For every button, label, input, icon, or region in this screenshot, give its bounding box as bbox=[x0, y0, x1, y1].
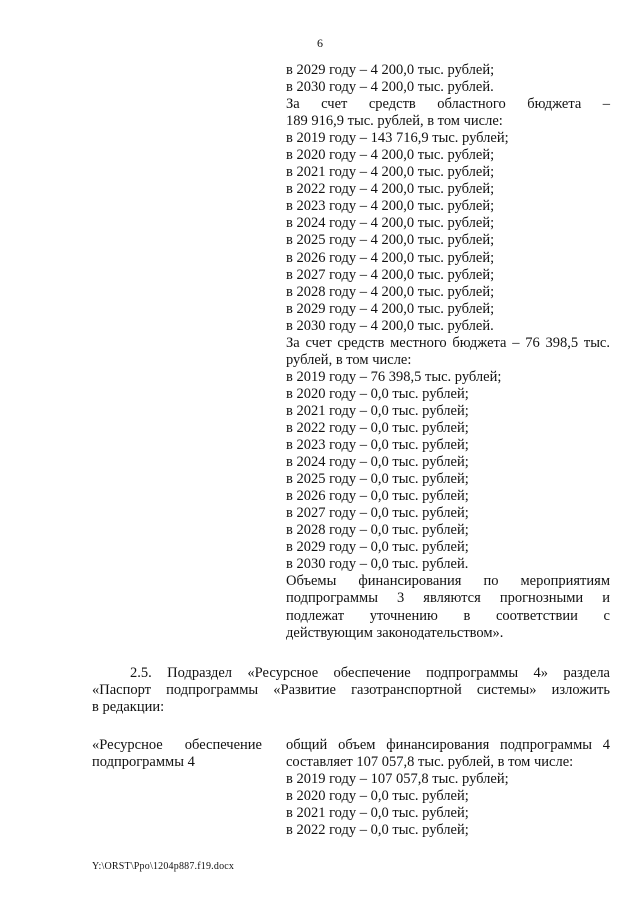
local-line-2027: в 2027 году – 0,0 тыс. рублей; bbox=[286, 505, 469, 522]
regional-budget-total: 189 916,9 тыс. рублей, в том числе: bbox=[286, 113, 503, 130]
regional-line-2022: в 2022 году – 4 200,0 тыс. рублей; bbox=[286, 181, 495, 198]
regional-line-2021: в 2021 году – 4 200,0 тыс. рублей; bbox=[286, 164, 495, 181]
local-line-2028: в 2028 году – 0,0 тыс. рублей; bbox=[286, 522, 469, 539]
regional-line-2020: в 2020 году – 4 200,0 тыс. рублей; bbox=[286, 147, 495, 164]
note-line-1: Объемы финансирования по мероприятиям bbox=[286, 573, 610, 590]
local-budget-heading: За счет средств местного бюджета – 76 398,5 тыс. bbox=[286, 334, 610, 351]
file-path-footer: Y:\ORST\Ppo\1204p887.f19.docx bbox=[92, 861, 235, 872]
regional-line-2024: в 2024 году – 4 200,0 тыс. рублей; bbox=[286, 215, 495, 232]
resource-label-line-1: «Ресурсное обеспечение bbox=[92, 737, 262, 753]
resource-label-line-2: подпрограммы 4 bbox=[92, 754, 195, 771]
resource-line-2022: в 2022 году – 0,0 тыс. рублей; bbox=[286, 822, 469, 839]
local-line-2026: в 2026 году – 0,0 тыс. рублей; bbox=[286, 488, 469, 505]
regional-line-2028: в 2028 году – 4 200,0 тыс. рублей; bbox=[286, 283, 495, 300]
regional-line-2019: в 2019 году – 143 716,9 тыс. рублей; bbox=[286, 130, 509, 147]
section-2-5-line-1: 2.5. Подраздел «Ресурсное обеспечение подпрограммы 4» раздела bbox=[130, 665, 610, 681]
section-2-5-line-2: «Паспорт подпрограммы «Развитие газотранспортной системы» изложить bbox=[92, 682, 610, 699]
note-line-2: подпрограммы 3 являются прогнозными и bbox=[286, 590, 610, 607]
funding-line-2030: в 2030 году – 4 200,0 тыс. рублей. bbox=[286, 79, 494, 96]
regional-line-2030: в 2030 году – 4 200,0 тыс. рублей. bbox=[286, 317, 494, 334]
local-line-2025: в 2025 году – 0,0 тыс. рублей; bbox=[286, 471, 469, 488]
regional-budget-heading: За счет средств областного бюджета – bbox=[286, 96, 610, 113]
local-line-2024: в 2024 году – 0,0 тыс. рублей; bbox=[286, 454, 469, 471]
regional-line-2026: в 2026 году – 4 200,0 тыс. рублей; bbox=[286, 249, 495, 266]
local-line-2021: в 2021 году – 0,0 тыс. рублей; bbox=[286, 402, 469, 419]
resource-table-label-cell bbox=[92, 737, 262, 771]
resource-line-2020: в 2020 году – 0,0 тыс. рублей; bbox=[286, 788, 469, 805]
note-line-3: подлежат уточнению в соответствии с bbox=[286, 607, 610, 624]
section-2-5-paragraph bbox=[92, 665, 610, 717]
section-2-5-line-3: в редакции: bbox=[92, 699, 165, 716]
resource-total-line-2: составляет 107 057,8 тыс. рублей, в том числе: bbox=[286, 754, 574, 771]
resource-table-value-cell bbox=[286, 737, 610, 840]
note-line-4: действующим законодательством». bbox=[286, 624, 504, 641]
regional-line-2027: в 2027 году – 4 200,0 тыс. рублей; bbox=[286, 266, 495, 283]
regional-line-2025: в 2025 году – 4 200,0 тыс. рублей; bbox=[286, 232, 495, 249]
budget-continuation-block bbox=[286, 62, 610, 642]
local-line-2030: в 2030 году – 0,0 тыс. рублей. bbox=[286, 556, 469, 573]
resource-line-2021: в 2021 году – 0,0 тыс. рублей; bbox=[286, 805, 469, 822]
regional-line-2029: в 2029 году – 4 200,0 тыс. рублей; bbox=[286, 300, 495, 317]
local-line-2029: в 2029 году – 0,0 тыс. рублей; bbox=[286, 539, 469, 556]
local-line-2020: в 2020 году – 0,0 тыс. рублей; bbox=[286, 385, 469, 402]
local-line-2023: в 2023 году – 0,0 тыс. рублей; bbox=[286, 437, 469, 454]
resource-line-2019: в 2019 году – 107 057,8 тыс. рублей; bbox=[286, 771, 509, 788]
local-line-2019: в 2019 году – 76 398,5 тыс. рублей; bbox=[286, 368, 502, 385]
resource-total-line-1: общий объем финансирования подпрограммы 4 bbox=[286, 737, 610, 753]
local-line-2022: в 2022 году – 0,0 тыс. рублей; bbox=[286, 419, 469, 436]
page-number: 6 bbox=[317, 36, 323, 50]
local-budget-heading-cont: рублей, в том числе: bbox=[286, 351, 412, 368]
funding-line-2029: в 2029 году – 4 200,0 тыс. рублей; bbox=[286, 62, 495, 78]
regional-line-2023: в 2023 году – 4 200,0 тыс. рублей; bbox=[286, 198, 495, 215]
